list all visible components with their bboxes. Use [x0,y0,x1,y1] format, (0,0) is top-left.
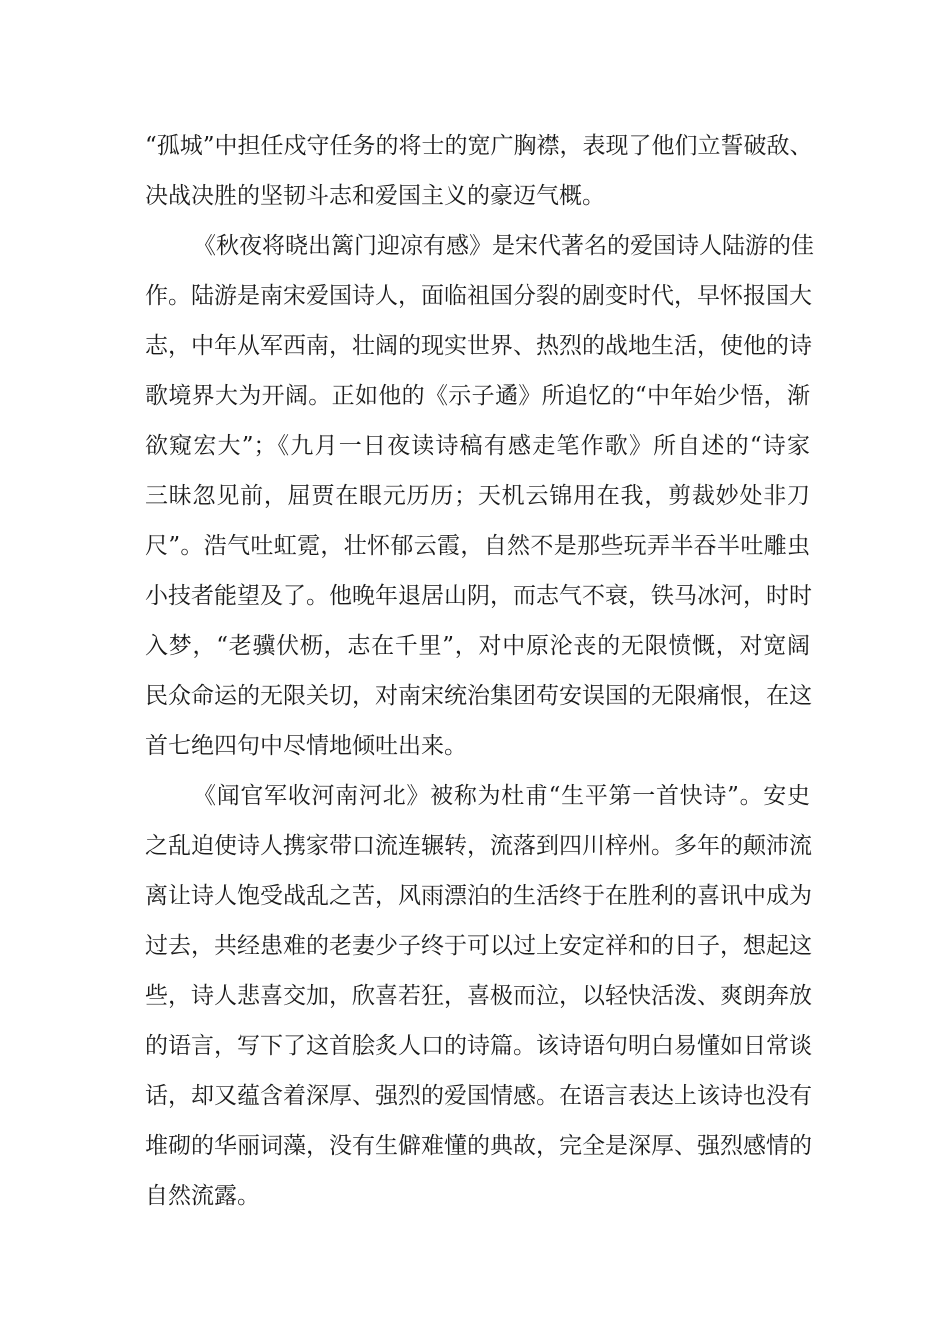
text-line: 过去，共经患难的老妻少子终于可以过上安定祥和的日子，想起这 [145,933,812,959]
text-line: 入梦，“老骥伏枥，志在千里”，对中原沦丧的无限愤慨，对宽阔 [145,633,810,659]
text-line: 离让诗人饱受战乱之苦，风雨漂泊的生活终于在胜利的喜讯中成为 [145,883,812,909]
paragraph-2 [145,221,814,771]
text-line: 首七绝四句中尽情地倾吐出来。 [145,733,467,759]
text-line: 欲窥宏大”；《九月一日夜读诗稿有感走笔作歌》所自述的“诗家 [145,433,810,459]
text-line: 之乱迫使诗人携家带口流连辗转，流落到四川梓州。多年的颠沛流 [145,833,812,859]
text-line: 歌境界大为开阔。正如他的《示子遹》所追忆的“中年始少悟，渐 [145,383,810,409]
text-line: 些，诗人悲喜交加，欣喜若狂，喜极而泣，以轻快活泼、爽朗奔放 [145,983,812,1009]
text-line: 志，中年从军西南，壮阔的现实世界、热烈的战地生活，使他的诗 [145,333,812,359]
text-line: 民众命运的无限关切，对南宋统治集团苟安误国的无限痛恨，在这 [145,683,812,709]
text-line: 的语言，写下了这首脍炙人口的诗篇。该诗语句明白易懂如日常谈 [145,1033,812,1059]
text-line: 决战决胜的坚韧斗志和爱国主义的豪迈气概。 [145,183,605,209]
text-line: 自然流露。 [145,1183,260,1209]
text-line: 作。陆游是南宋爱国诗人，面临祖国分裂的剧变时代，早怀报国大 [145,283,812,309]
text-line: 《闻官军收河南河北》被称为杜甫“生平第一首快诗”。安史 [193,783,810,809]
text-line: 《秋夜将晓出篱门迎凉有感》是宋代著名的爱国诗人陆游的佳 [193,233,814,259]
text-line: 小技者能望及了。他晚年退居山阴，而志气不衰，铁马冰河，时时 [145,583,812,609]
document-body [145,121,814,1221]
text-line: 话，却又蕴含着深厚、强烈的爱国情感。在语言表达上该诗也没有 [145,1083,812,1109]
text-line: 三昧忽见前，屈贾在眼元历历；天机云锦用在我，剪裁妙处非刀 [145,483,810,509]
text-line: 堆砌的华丽词藻，没有生僻难懂的典故，完全是深厚、强烈感情的 [145,1133,812,1159]
paragraph-1 [145,121,813,221]
text-line: 尺”。浩气吐虹霓，壮怀郁云霞，自然不是那些玩弄半吞半吐雕虫 [145,533,810,559]
text-line: “孤城”中担任戍守任务的将士的宽广胸襟，表现了他们立誓破敌、 [145,133,813,159]
paragraph-3 [145,771,810,1221]
